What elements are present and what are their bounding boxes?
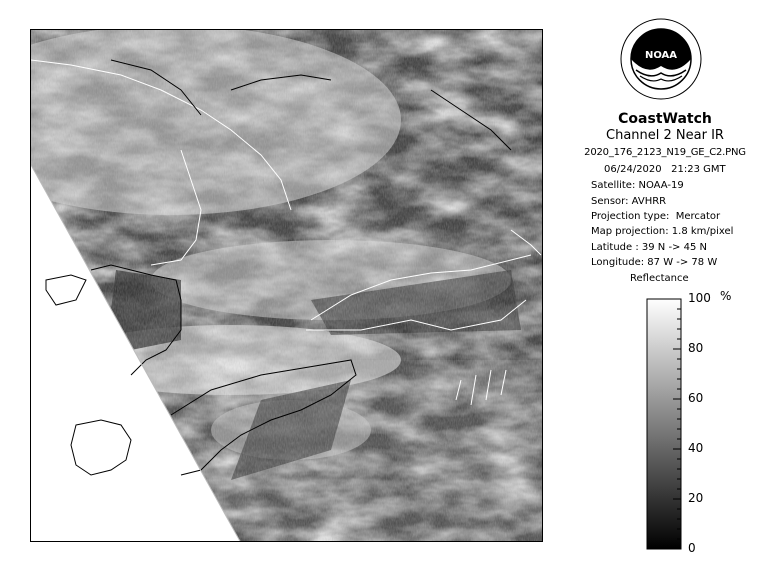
channel-subtitle: Channel 2 Near IR xyxy=(606,128,724,143)
map-projection: Map projection: 1.8 km/pixel xyxy=(591,226,734,237)
app-title: CoastWatch xyxy=(618,111,712,127)
longitude-range: Longitude: 87 W -> 78 W xyxy=(591,257,718,268)
projection-type: Projection type: Mercator xyxy=(591,211,721,222)
legend-title: Reflectance xyxy=(630,273,689,284)
satellite-image-svg xyxy=(31,30,543,542)
file-name: 2020_176_2123_N19_GE_C2.PNG xyxy=(584,147,746,158)
satellite-image-map xyxy=(30,29,543,542)
date-time: 06/24/2020 21:23 GMT xyxy=(604,164,726,175)
colorbar-tick-label: 0 xyxy=(688,541,696,555)
satellite-info: Satellite: NOAA-19 xyxy=(591,180,684,191)
colorbar-tick-label: 20 xyxy=(688,491,704,505)
colorbar-svg xyxy=(646,297,746,557)
colorbar-gradient xyxy=(647,299,681,549)
image-swath xyxy=(31,30,543,542)
sensor-info: Sensor: AVHRR xyxy=(591,196,667,207)
noaa-logo xyxy=(620,18,702,100)
colorbar-tick-label: 40 xyxy=(688,441,704,455)
logo-text: NOAA xyxy=(644,50,678,61)
colorbar xyxy=(646,289,746,557)
colorbar-tick-label: 100 xyxy=(688,291,711,305)
colorbar-tick-label: 80 xyxy=(688,341,704,355)
noaa-logo-icon xyxy=(620,18,702,100)
colorbar-tick-label: 60 xyxy=(688,391,704,405)
legend-unit: % xyxy=(720,289,732,303)
latitude-range: Latitude : 39 N -> 45 N xyxy=(591,242,707,253)
